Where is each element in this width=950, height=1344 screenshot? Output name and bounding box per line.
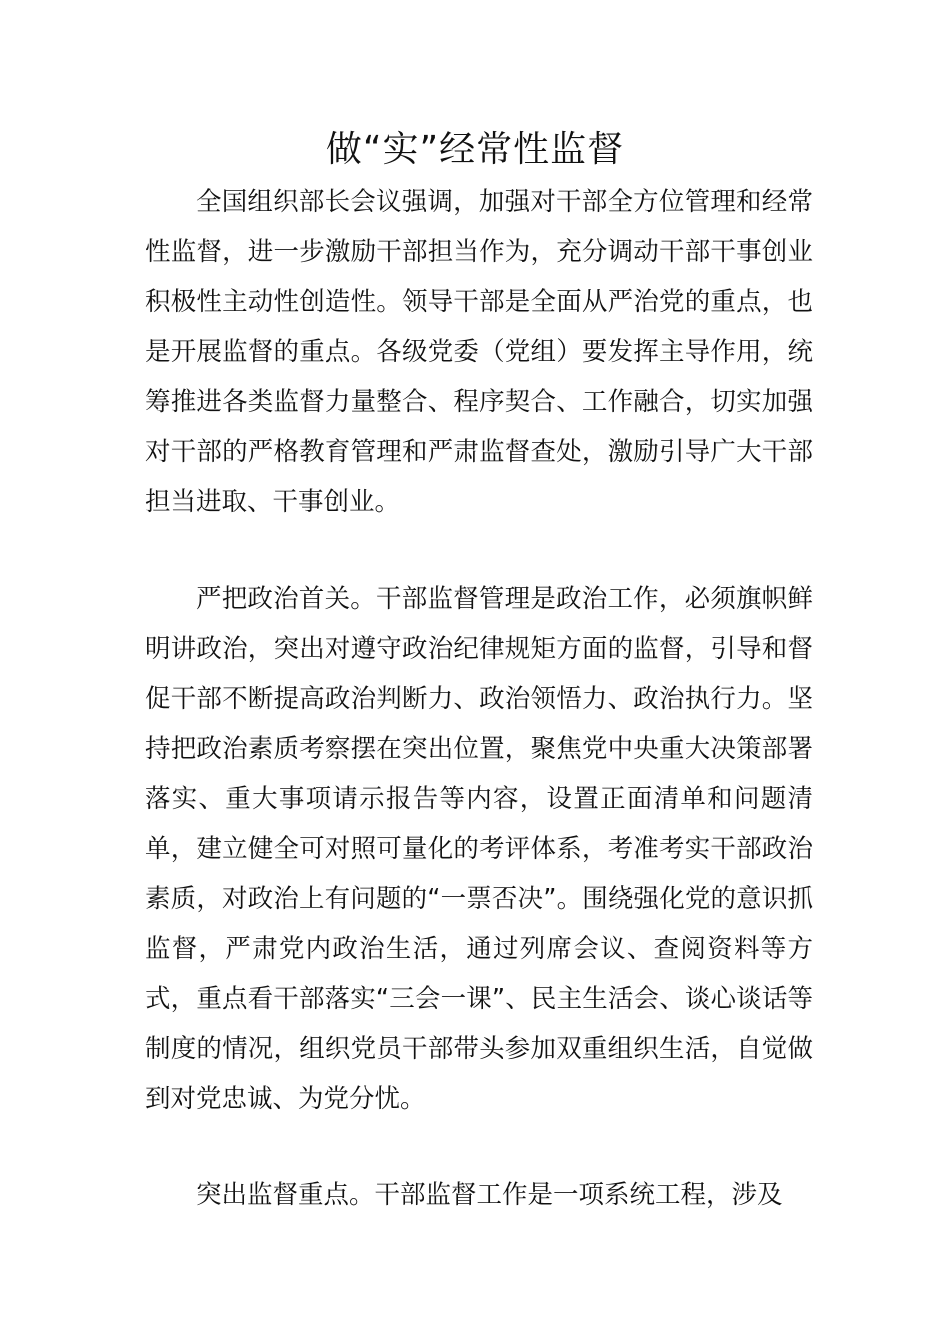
paragraph-2: 严把政治首关。干部监督管理是政治工作，必须旗帜鲜明讲政治，突出对遵守政治纪律规矩方面的监督，引导和督促干部不断提高政治判断力、政治领悟力、政治执行力。坚持把政治素质考察摆在突出位置，聚焦党中央重大决策部署落实、重大事项请示报告等内容，设置正面清单和问题清单，建立健全可对照可量化的考评体系，考准考实干部政治素质，对政治上有问题的“一票否决”。围绕强化党的意识抓监督，严肃党内政治生活，通过列席会议、查阅资料等方式，重点看干部落实“三会一课”、民主生活会、谈心谈话等制度的情况，组织党员干部带头参加双重组织生活，自觉做到对党忠诚、为党分忧。 bbox=[145, 584, 813, 1114]
paragraph-3: 突出监督重点。干部监督工作是一项系统工程，涉及 bbox=[196, 1180, 783, 1210]
document-title: 做“实”经常性监督 bbox=[325, 129, 625, 170]
paragraph-1: 全国组织部长会议强调，加强对干部全方位管理和经常性监督，进一步激励干部担当作为，充分调动干部干事创业积极性主动性创造性。领导干部是全面从严治党的重点，也是开展监督的重点。各级党委（党组）要发挥主导作用，统筹推进各类监督力量整合、程序契合、工作融合，切实加强对干部的严格教育管理和严肃监督查处，激励引导广大干部担当进取、干事创业。 bbox=[145, 187, 813, 517]
